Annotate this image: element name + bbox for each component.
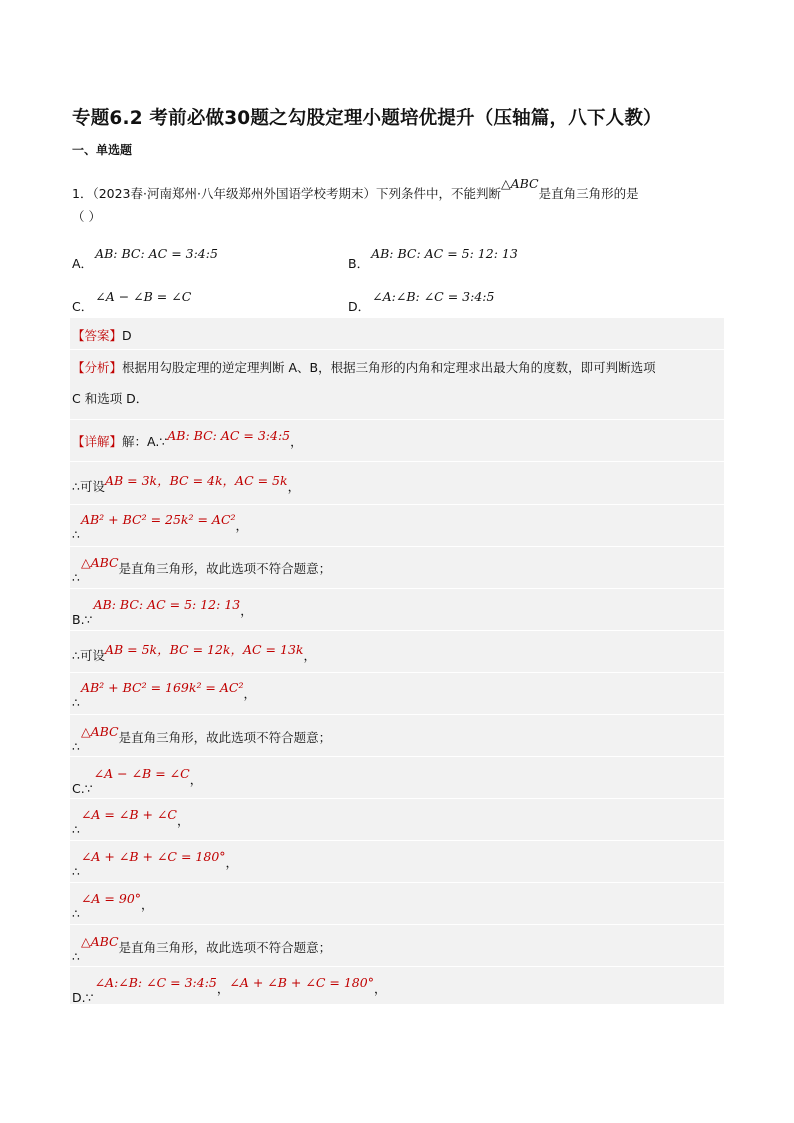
math-expr: AB² + BC² = 25k² = AC²: [80, 512, 236, 527]
therefore-symbol: ∴: [72, 695, 80, 710]
conclusion-text: 是直角三角形，故此选项不符合题意；: [118, 940, 332, 955]
comma: ，: [240, 603, 253, 618]
option-expr: ∠A:∠B: ∠C = 3:4:5: [372, 289, 495, 304]
math-expr: AB² + BC² = 169k² = AC²: [80, 680, 244, 695]
math-expr: ∠A = ∠B + ∠C: [80, 807, 177, 822]
row-divider: [70, 882, 724, 925]
detail-line-c4: [72, 891, 154, 921]
detail-line-a4: [72, 555, 331, 585]
section-heading: 一、单选题: [72, 143, 133, 157]
therefore-symbol: ∴: [72, 906, 80, 921]
therefore-symbol: ∴: [72, 570, 80, 585]
option-letter: A．: [72, 256, 94, 271]
analysis-line: [72, 358, 656, 376]
row-divider: [70, 318, 724, 350]
detail-line-b1: [72, 597, 253, 627]
option-d: [348, 289, 494, 315]
detail-line-c5: [72, 934, 331, 964]
question-suffix: 是直角三角形的是: [538, 186, 639, 201]
step-prefix: ∴可设: [72, 648, 105, 663]
math-expr: ∠A − ∠B = ∠C: [93, 766, 190, 781]
detail-label: 【详解】: [72, 434, 123, 449]
triangle-abc: △ABC: [80, 934, 119, 949]
comma: ，: [225, 855, 239, 870]
conclusion-text: 是直角三角形，故此选项不符合题意；: [118, 561, 332, 576]
detail-line-a3: [72, 512, 248, 542]
therefore-symbol: ∴: [72, 822, 80, 837]
option-expr: AB: BC: AC = 3:4:5: [95, 246, 218, 261]
comma: ，: [189, 772, 203, 787]
therefore-symbol: ∴: [72, 739, 80, 754]
comma: ，: [303, 648, 317, 663]
page-title: 专题6.2 考前必做30题之勾股定理小题培优提升（压轴篇，八下人教）: [72, 108, 662, 129]
step-prefix: ∴可设: [72, 479, 105, 494]
detail-line-b4: [72, 724, 331, 754]
math-expr: ∠A + ∠B + ∠C = 180°: [229, 975, 374, 990]
option-expr: ∠A − ∠B = ∠C: [95, 289, 192, 304]
triangle-abc: △ABC: [80, 724, 119, 739]
analysis-line-2: C 和选项 D．: [72, 391, 149, 406]
detail-line-c2: [72, 807, 190, 837]
option-letter: D．: [348, 299, 371, 314]
math-expr: AB: BC: AC = 5: 12: 13: [93, 597, 241, 612]
analysis-text: 根据用勾股定理的逆定理判断 A、B，根据三角形的内角和定理求出最大角的度数，即可判断选项: [122, 360, 656, 375]
detail-intro: 解：A.∵: [122, 434, 168, 449]
detail-line-a2: [72, 471, 300, 495]
step-prefix: C.∵: [72, 781, 93, 796]
question-paren: （ ）: [72, 209, 101, 224]
conclusion-text: 是直角三角形，故此选项不符合题意；: [118, 730, 332, 745]
answer-line: [72, 326, 132, 344]
therefore-symbol: ∴: [72, 949, 80, 964]
question-text: 1．（2023春·河南郑州·八年级郑州外国语学校考期末）下列条件中，不能判断: [72, 186, 501, 201]
question-stem: [72, 176, 639, 202]
detail-line-c1: [72, 766, 202, 796]
comma: ，: [216, 981, 230, 996]
detail-line-c3: [72, 849, 238, 879]
math-expr: AB: BC: AC = 3:4:5: [167, 428, 291, 443]
option-a: [72, 246, 218, 272]
math-expr: AB = 3k，BC = 4k，AC = 5k: [104, 473, 288, 488]
comma: ，: [235, 518, 249, 533]
math-expr: ∠A + ∠B + ∠C = 180°: [80, 849, 226, 864]
math-expr: ∠A:∠B: ∠C = 3:4:5: [94, 975, 217, 990]
detail-line-b2: [72, 640, 316, 664]
therefore-symbol: ∴: [72, 864, 80, 879]
detail-line-d1: [72, 975, 386, 1005]
comma: ，: [373, 981, 387, 996]
option-expr: AB: BC: AC = 5: 12: 13: [371, 246, 518, 261]
analysis-label: 【分析】: [72, 360, 123, 375]
option-letter: B．: [348, 256, 370, 271]
option-letter: C．: [72, 299, 94, 314]
therefore-symbol: ∴: [72, 527, 80, 542]
comma: ，: [290, 434, 303, 449]
comma: ，: [141, 897, 154, 912]
triangle-abc: △ABC: [500, 176, 539, 191]
comma: ，: [243, 686, 256, 701]
detail-line-a1: [72, 428, 303, 450]
math-expr: ∠A = 90°: [80, 891, 142, 906]
step-prefix: B.∵: [72, 612, 93, 627]
answer-label: 【答案】: [72, 328, 123, 343]
comma: ，: [177, 813, 190, 828]
option-b: [348, 246, 518, 272]
comma: ，: [287, 479, 301, 494]
math-expr: AB = 5k，BC = 12k，AC = 13k: [104, 642, 304, 657]
answer-value: D: [122, 328, 132, 343]
option-c: [72, 289, 191, 315]
triangle-abc: △ABC: [80, 555, 119, 570]
detail-line-b3: [72, 680, 256, 710]
step-prefix: D.∵: [72, 990, 94, 1005]
